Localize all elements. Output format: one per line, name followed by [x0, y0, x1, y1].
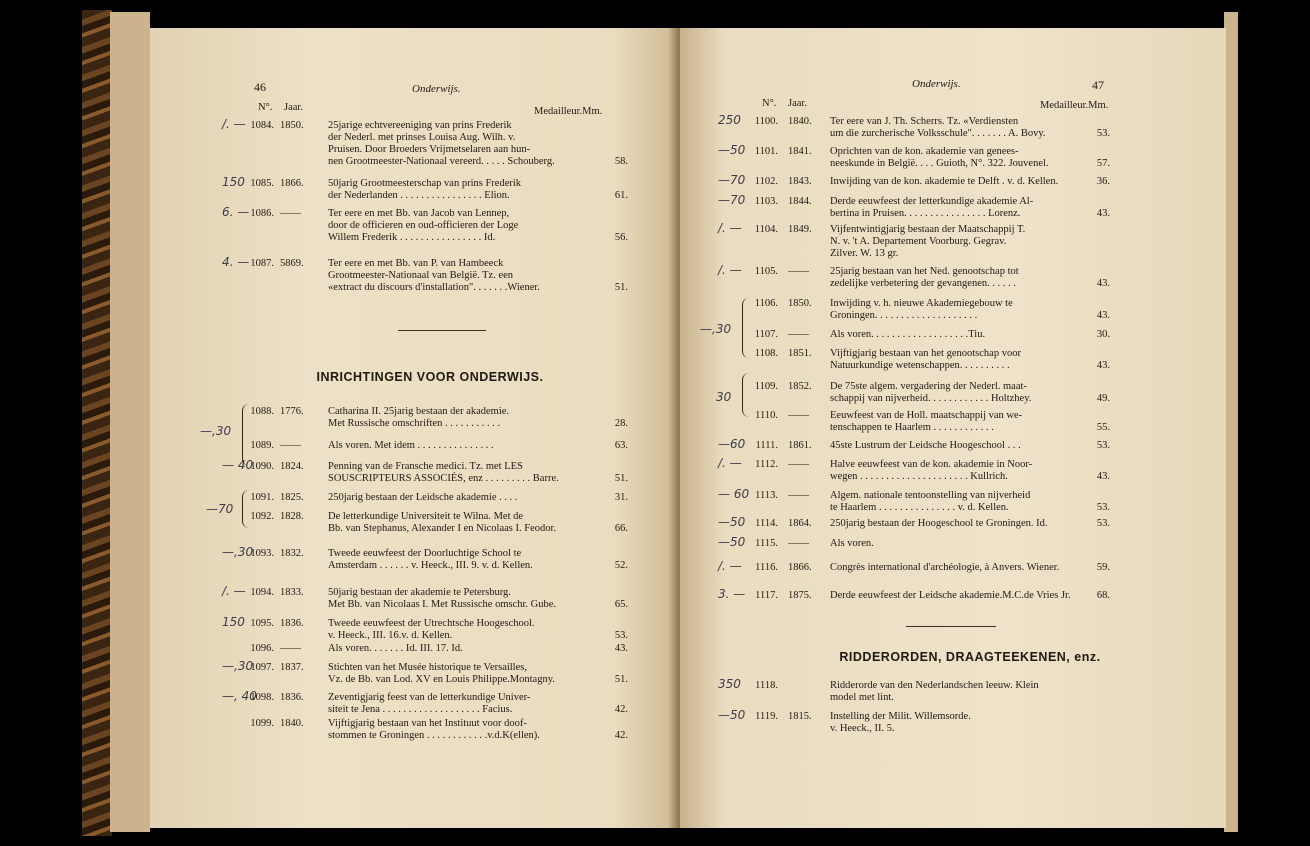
entry-description-line: Ter eere en met Bb. van Jacob van Lennep,: [328, 208, 510, 219]
handwritten-note: —70: [206, 502, 234, 516]
entry-row: [680, 677, 1226, 708]
handwritten-note: 30: [716, 390, 732, 404]
entry-row: [680, 329, 1226, 345]
entry-year: 1840.: [788, 116, 812, 127]
page-number: 46: [254, 80, 266, 94]
handwritten-price: /. —: [718, 263, 742, 277]
entry-description-line: Bb. van Stephanus, Alexander I en Nicolaas I. Feodor.: [328, 523, 557, 534]
entry-row: [680, 381, 1226, 409]
entry-description-line: Als voren. . . . . . . . . . . . . . . . . . .Tiu.: [830, 329, 986, 340]
entry-description-line: Met Bb. van Nicolaas I. Met Russische omschr. Gube.: [328, 599, 557, 610]
entry-size-mm: 43.: [1096, 360, 1110, 371]
entry-description-line: Vijftigjarig bestaan van het genootschap voor: [830, 348, 1021, 359]
handwritten-price: — 60: [718, 487, 750, 501]
handwritten-price: /. —: [222, 117, 246, 131]
entry-year: 1824.: [280, 461, 304, 472]
entry-size-mm: 63.: [614, 440, 628, 451]
entry-row: [150, 255, 678, 298]
entry-number: 1104.: [754, 224, 778, 235]
entry-size-mm: 61.: [614, 190, 628, 201]
handwritten-price: —50: [718, 515, 746, 529]
entry-number: 1092.: [250, 511, 274, 522]
entry-number: 1101.: [754, 146, 778, 157]
entry-description-line: De 75ste algem. vergadering der Nederl. maat-: [830, 381, 1027, 392]
page-edges-left: [110, 12, 150, 832]
entry-number: 1113.: [755, 490, 778, 501]
entry-description-line: Ter eere van J. Th. Scherrs. Tz. «Verdiensten: [830, 116, 1019, 127]
entry-number: 1088.: [250, 406, 274, 417]
handwritten-price: —70: [718, 193, 746, 207]
entry-year: 1825.: [280, 492, 304, 503]
entry-size-mm: 43.: [1096, 278, 1110, 289]
entry-row: [150, 584, 678, 615]
entry-year: 1850.: [788, 298, 812, 309]
entry-number: 1111.: [755, 440, 778, 451]
page-edges-right: [1224, 12, 1238, 832]
entry-description-line: Algem. nationale tentoonstelling van nijverheid: [830, 490, 1031, 501]
handwritten-price: —, 40: [222, 689, 257, 703]
entry-description-line: Stichten van het Musée historique te Versailles,: [328, 662, 527, 673]
section-title: RIDDERORDEN, DRAAGTEEKENEN, enz.: [839, 650, 1101, 664]
entry-description-line: der Nederlanden . . . . . . . . . . . . . . . . Elion.: [328, 190, 510, 201]
entry-year: ——: [788, 490, 809, 501]
entry-description-line: N. v. 't A. Departement Voorburg. Gegrav.: [830, 236, 1007, 247]
entry-size-mm: 66.: [614, 523, 628, 534]
entry-size-mm: 49.: [1096, 393, 1110, 404]
running-head: Onderwijs.: [912, 78, 961, 90]
entry-size-mm: 51.: [614, 473, 628, 484]
entry-number: 1119.: [755, 711, 778, 722]
handwritten-price: 6. —: [222, 205, 250, 219]
entry-year: ——: [280, 440, 301, 451]
right-page: [680, 28, 1226, 828]
entry-number: 1106.: [754, 298, 778, 309]
entry-row: [680, 173, 1226, 192]
entry-year: 1850.: [280, 120, 304, 131]
entry-number: 1102.: [754, 176, 778, 187]
entry-number: 1095.: [250, 618, 274, 629]
entry-size-mm: 59.: [1096, 562, 1110, 573]
entry-row: [680, 437, 1226, 456]
entry-year: 1843.: [788, 176, 812, 187]
entry-description-line: Inwijding v. h. nieuwe Akademiegebouw te: [830, 298, 1013, 309]
entry-row: [150, 175, 678, 206]
entry-number: 1099.: [250, 718, 274, 729]
entry-row: [680, 263, 1226, 294]
entry-row: [150, 440, 678, 456]
entry-description-line: SOUSCRIPTEURS ASSOCIÉS, enz . . . . . . . . . Barre.: [328, 473, 559, 484]
entry-row: [150, 615, 678, 646]
entry-number: 1089.: [250, 440, 274, 451]
entry-description-line: De letterkundige Universiteit te Wilna. Met de: [328, 511, 524, 522]
entry-year: 1828.: [280, 511, 304, 522]
entry-size-mm: 53.: [1096, 502, 1110, 513]
col-no-header: N°.: [258, 102, 273, 113]
entry-description-line: Vijftigjarig bestaan van het Instituut voor doof-: [328, 718, 527, 729]
entry-size-mm: 43.: [1096, 310, 1110, 321]
handwritten-price: — 40: [222, 458, 254, 472]
entry-row: [680, 221, 1226, 264]
entry-description-line: 45ste Lustrum der Leidsche Hoogeschool . . .: [830, 440, 1021, 451]
entry-description-line: zedelijke verbetering der gevangenen. . . . . .: [830, 278, 1017, 289]
entry-row: [150, 689, 678, 720]
entry-description-line: Ter eere en met Bb. van P. van Hambeeck: [328, 258, 504, 269]
page-number: 47: [1092, 78, 1104, 92]
entry-number: 1094.: [250, 587, 274, 598]
entry-description-line: Met Russische omschriften . . . . . . . . . . .: [328, 418, 501, 429]
entry-size-mm: 28.: [614, 418, 628, 429]
entry-size-mm: 68.: [1096, 590, 1110, 601]
entry-row: [680, 587, 1226, 606]
handwritten-note: —,30: [200, 424, 232, 438]
entry-number: 1098.: [250, 692, 274, 703]
col-no-header: N°.: [762, 98, 777, 109]
entry-description-line: Grootmeester-Nationaal van België. Tz. een: [328, 270, 514, 281]
entry-number: 1110.: [755, 410, 778, 421]
handwritten-price: 250: [718, 113, 741, 127]
handwritten-note: —,30: [700, 322, 732, 336]
left-page: [150, 28, 678, 828]
entry-description-line: Als voren. Met idem . . . . . . . . . . . . . . .: [328, 440, 494, 451]
entry-description-line: bertina in Pruisen. . . . . . . . . . . . . . . . Lorenz.: [830, 208, 1021, 219]
entry-description-line: v. Heeck., II. 5.: [830, 723, 895, 734]
entry-description-line: te Haarlem . . . . . . . . . . . . . . . v. d. Kellen.: [830, 502, 1009, 513]
entry-number: 1114.: [755, 518, 778, 529]
entry-size-mm: 57.: [1096, 158, 1110, 169]
entry-description-line: Natuurkundige wetenschappen. . . . . . . . . .: [830, 360, 1010, 371]
entry-number: 1086.: [250, 208, 274, 219]
entry-description-line: model met lint.: [830, 692, 894, 703]
col-medailleur-header: Medailleur.Mm.: [1040, 100, 1109, 111]
entry-description-line: «extract du discours d'installation". . . . . . .Wiener.: [328, 282, 540, 293]
entry-number: 1107.: [754, 329, 778, 340]
handwritten-price: /. —: [718, 221, 742, 235]
handwritten-price: /. —: [718, 559, 742, 573]
entry-description-line: Ridderorde van den Nederlandschen leeuw. Klein: [830, 680, 1039, 691]
entry-description-line: schappij van nijverheid. . . . . . . . . . . . Holtzhey.: [830, 393, 1032, 404]
entry-description-line: Als voren.: [830, 538, 874, 549]
entry-size-mm: 53.: [1096, 518, 1110, 529]
entry-size-mm: 58.: [614, 156, 628, 167]
entry-description-line: Inwijding van de kon. akademie te Delft . v. d. Kellen.: [830, 176, 1059, 187]
entry-year: 1840.: [280, 718, 304, 729]
bracket: [242, 404, 249, 466]
entry-year: 1864.: [788, 518, 812, 529]
entry-number: 1090.: [250, 461, 274, 472]
handwritten-price: 350: [718, 677, 741, 691]
entry-row: [150, 659, 678, 690]
col-medailleur-header: Medailleur.Mm.: [534, 106, 603, 117]
entry-description-line: Derde eeuwfeest der letterkundige akademie Al-: [830, 196, 1034, 207]
col-year-header: Jaar.: [284, 102, 303, 113]
entry-description-line: Instelling der Milit. Willemsorde.: [830, 711, 971, 722]
entry-description-line: Derde eeuwfeest der Leidsche akademie.M.C.de Vries Jr.: [830, 590, 1071, 601]
bracket: [742, 298, 749, 358]
entry-row: [680, 410, 1226, 438]
handwritten-price: —70: [718, 173, 746, 187]
entry-year: ——: [788, 459, 809, 470]
entry-year: 1837.: [280, 662, 304, 673]
entry-description-line: v. Heeck., III. 16.v. d. Kellen.: [328, 630, 453, 641]
entry-size-mm: 51.: [614, 674, 628, 685]
entry-row: [680, 456, 1226, 487]
entry-year: 1836.: [280, 618, 304, 629]
entry-description-line: Zeventigjarig feest van de letterkundige Univer-: [328, 692, 531, 703]
entry-row: [680, 143, 1226, 174]
entry-year: ——: [788, 266, 809, 277]
entry-row: [680, 193, 1226, 224]
entry-number: 1118.: [755, 680, 778, 691]
entry-number: 1105.: [754, 266, 778, 277]
entry-year: 5869.: [280, 258, 304, 269]
entry-year: ——: [280, 643, 301, 654]
entry-year: 1833.: [280, 587, 304, 598]
entry-row: [680, 559, 1226, 578]
entry-number: 1115.: [755, 538, 778, 549]
entry-description-line: der Nederl. met prinses Louisa Aug. Wilh. v.: [328, 132, 516, 143]
entry-row: [150, 117, 678, 172]
entry-description-line: stommen te Groningen . . . . . . . . . . . .v.d.K(ellen).: [328, 730, 540, 741]
entry-description-line: Willem Frederik . . . . . . . . . . . . . . . . Id.: [328, 232, 496, 243]
entry-year: ——: [788, 410, 809, 421]
entry-size-mm: 42.: [614, 704, 628, 715]
entry-row: [680, 515, 1226, 534]
entry-year: 1861.: [788, 440, 812, 451]
entry-description-line: Groningen. . . . . . . . . . . . . . . . . . . .: [830, 310, 978, 321]
entry-year: 1776.: [280, 406, 304, 417]
entry-number: 1116.: [755, 562, 778, 573]
entry-size-mm: 36.: [1096, 176, 1110, 187]
entry-size-mm: 53.: [1096, 128, 1110, 139]
entry-description-line: 25jarige echtvereeniging van prins Frederik: [328, 120, 512, 131]
entry-description-line: wegen . . . . . . . . . . . . . . . . . . . . . Kullrich.: [830, 471, 1008, 482]
entry-description-line: Penning van de Fransche medici. Tz. met LES: [328, 461, 523, 472]
handwritten-price: /. —: [718, 456, 742, 470]
entry-number: 1112.: [755, 459, 778, 470]
entry-year: ——: [788, 538, 809, 549]
running-head: Onderwijs.: [412, 83, 461, 95]
handwritten-price: —50: [718, 708, 746, 722]
handwritten-price: 3. —: [718, 587, 746, 601]
entry-size-mm: 43.: [614, 643, 628, 654]
entry-description-line: Tweede eeuwfeest der Utrechtsche Hoogeschool.: [328, 618, 535, 629]
entry-size-mm: 52.: [614, 560, 628, 571]
entry-year: 1852.: [788, 381, 812, 392]
bracket: [742, 373, 749, 417]
entry-number: 1084.: [250, 120, 274, 131]
handwritten-price: —50: [718, 143, 746, 157]
divider: [398, 330, 486, 331]
entry-row: [680, 298, 1226, 326]
entry-description-line: 250jarig bestaan der Hoogeschool te Groningen. Id.: [830, 518, 1048, 529]
entry-year: 1849.: [788, 224, 812, 235]
entry-description-line: tenschappen te Haarlem . . . . . . . . . . . .: [830, 422, 994, 433]
entry-size-mm: 31.: [614, 492, 628, 503]
handwritten-price: 150: [222, 175, 245, 189]
entry-number: 1097.: [250, 662, 274, 673]
entry-size-mm: 30.: [1096, 329, 1110, 340]
divider: [906, 626, 996, 627]
entry-size-mm: 43.: [1096, 471, 1110, 482]
entry-year: ——: [280, 208, 301, 219]
entry-description-line: 250jarig bestaan der Leidsche akademie . . . .: [328, 492, 518, 503]
entry-row: [680, 348, 1226, 376]
entry-number: 1109.: [754, 381, 778, 392]
entry-number: 1117.: [755, 590, 778, 601]
entry-number: 1096.: [250, 643, 274, 654]
entry-row: [150, 643, 678, 659]
entry-number: 1100.: [754, 116, 778, 127]
entry-description-line: nen Grootmeester-Nationaal vereerd. . . . . Schouberg.: [328, 156, 555, 167]
entry-row: [150, 205, 678, 248]
entry-size-mm: 55.: [1096, 422, 1110, 433]
entry-year: 1832.: [280, 548, 304, 559]
entry-description-line: Tweede eeuwfeest der Doorluchtige School te: [328, 548, 522, 559]
entry-year: 1866.: [280, 178, 304, 189]
handwritten-price: —,30: [222, 545, 254, 559]
handwritten-price: 150: [222, 615, 245, 629]
entry-year: 1866.: [788, 562, 812, 573]
entry-year: ——: [788, 329, 809, 340]
entry-year: 1841.: [788, 146, 812, 157]
entry-row: [680, 708, 1226, 739]
entry-row: [150, 545, 678, 576]
entry-size-mm: 53.: [614, 630, 628, 641]
entry-description-line: door de officieren en oud-officieren der Loge: [328, 220, 519, 231]
bracket: [242, 490, 249, 528]
entry-description-line: 50jarig bestaan der akademie te Petersburg.: [328, 587, 511, 598]
entry-year: 1815.: [788, 711, 812, 722]
entry-row: [680, 487, 1226, 518]
entry-size-mm: 53.: [1096, 440, 1110, 451]
entry-size-mm: 42.: [614, 730, 628, 741]
entry-size-mm: 43.: [1096, 208, 1110, 219]
entry-description-line: 50jarig Grootmeesterschap van prins Frederik: [328, 178, 522, 189]
entry-number: 1091.: [250, 492, 274, 503]
entry-row: [150, 458, 678, 489]
entry-year: 1836.: [280, 692, 304, 703]
entry-description-line: Halve eeuwfeest van de kon. akademie in Noor-: [830, 459, 1033, 470]
handwritten-price: —50: [718, 535, 746, 549]
entry-size-mm: 65.: [614, 599, 628, 610]
entry-description-line: Als voren. . . . . . . Id. III. 17. Id.: [328, 643, 463, 654]
entry-description-line: Vijfentwintigjarig bestaan der Maatschappij T.: [830, 224, 1026, 235]
entry-size-mm: 51.: [614, 282, 628, 293]
entry-row: [680, 113, 1226, 144]
entry-number: 1103.: [754, 196, 778, 207]
col-year-header: Jaar.: [788, 98, 807, 109]
entry-number: 1085.: [250, 178, 274, 189]
handwritten-price: —60: [718, 437, 746, 451]
entry-row: [150, 718, 678, 746]
entry-description-line: Eeuwfeest van de Holl. maatschappij van we-: [830, 410, 1023, 421]
entry-description-line: Zilver. W. 13 gr.: [830, 248, 899, 259]
entry-year: 1851.: [788, 348, 812, 359]
entry-description-line: Vz. de Bb. van Lod. XV en Louis Philippe.Montagny.: [328, 674, 555, 685]
entry-number: 1087.: [250, 258, 274, 269]
entry-description-line: neeskunde in België. . . . Guioth, N°. 322. Jouvenel.: [830, 158, 1049, 169]
entry-description-line: Amsterdam . . . . . . v. Heeck., III. 9. v. d. Kellen.: [328, 560, 533, 571]
entry-description-line: Pruisen. Door Broeders Vrijmetselaren aan hun-: [328, 144, 531, 155]
entry-number: 1108.: [754, 348, 778, 359]
entry-description-line: Catharina II. 25jarig bestaan der akademie.: [328, 406, 510, 417]
handwritten-price: /. —: [222, 584, 246, 598]
entry-description-line: Oprichten van de kon. akademie van genees-: [830, 146, 1019, 157]
entry-number: 1093.: [250, 548, 274, 559]
handwritten-price: 4. —: [222, 255, 250, 269]
entry-size-mm: 56.: [614, 232, 628, 243]
entry-year: 1875.: [788, 590, 812, 601]
book-binding: [82, 10, 112, 836]
entry-description-line: um die zurcherische Volksschule". . . . . . . A. Bovy.: [830, 128, 1046, 139]
entry-description-line: siteit te Jena . . . . . . . . . . . . . . . . . . . Facius.: [328, 704, 513, 715]
entry-row: [680, 535, 1226, 554]
handwritten-price: —,30: [222, 659, 254, 673]
entry-description-line: 25jarig bestaan van het Ned. genootschap tot: [830, 266, 1019, 277]
section-title: INRICHTINGEN VOOR ONDERWIJS.: [316, 370, 544, 384]
entry-description-line: Congrès international d'archéologie, à Anvers. Wiener.: [830, 562, 1060, 573]
entry-year: 1844.: [788, 196, 812, 207]
